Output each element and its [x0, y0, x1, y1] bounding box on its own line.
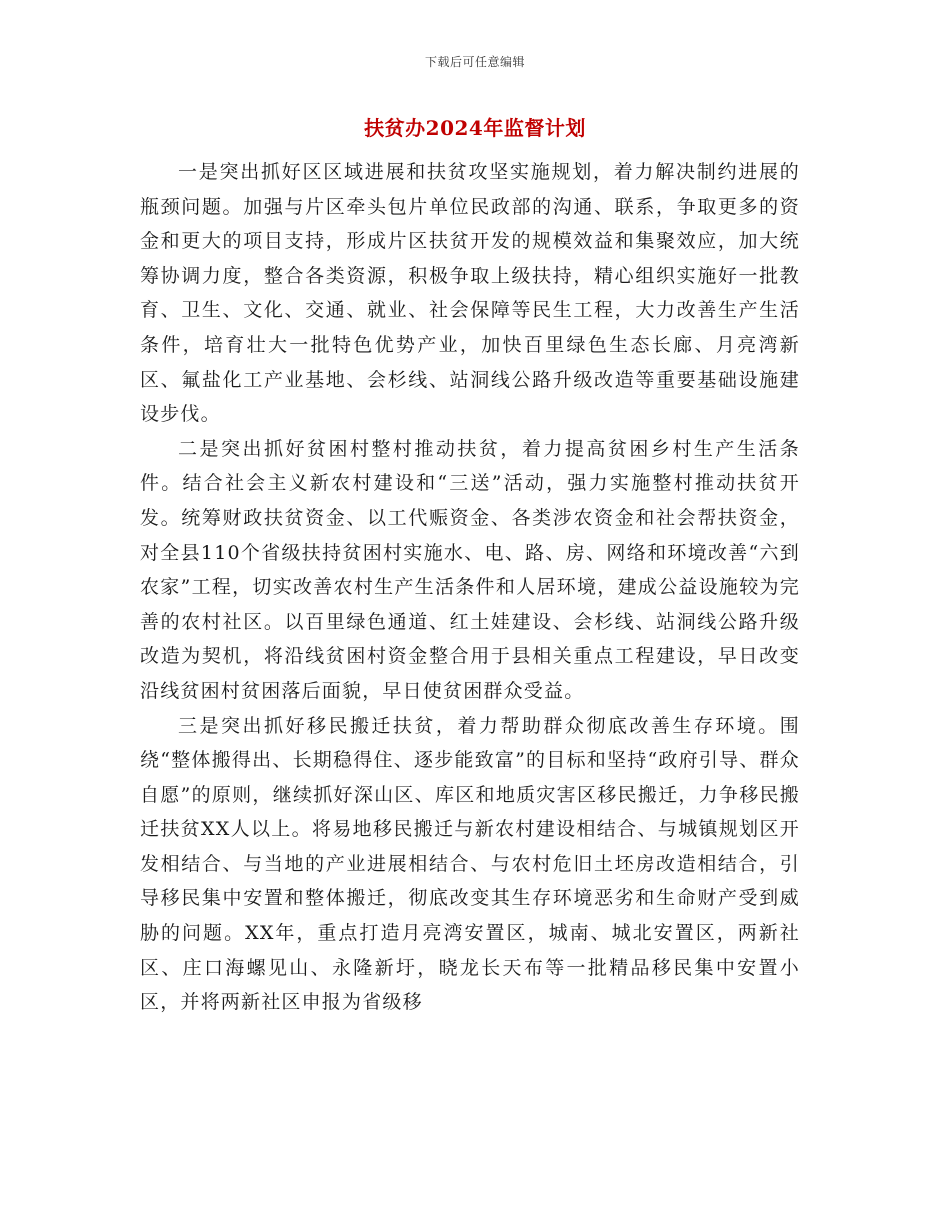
paragraph-2: 二是突出抓好贫困村整村推动扶贫，着力提高贫困乡村生产生活条件。结合社会主义新农村建设和“三送”活动，强力实施整村推动扶贫开发。统筹财政扶贫资金、以工代赈资金、各类涉农资金和社会帮扶资金，对全县110个省级扶持贫困村实施水、电、路、房、网络和环境改善“六到农家”工程，切实改善农村生产生活条件和人居环境，建成公益设施较为完善的农村社区。以百里绿色通道、红土娃建设、会杉线、站洞线公路升级改造为契机，将沿线贫困村资金整合用于县相关重点工程建设，早日改变沿线贫困村贫困落后面貌，早日使贫困群众受益。: [140, 437, 800, 702]
paragraph-1: 一是突出抓好区区域进展和扶贫攻坚实施规划，着力解决制约进展的瓶颈问题。加强与片区牵头包片单位民政部的沟通、联系，争取更多的资金和更大的项目支持，形成片区扶贫开发的规模效益和集聚效应，加大统筹协调力度，整合各类资源，积极争取上级扶持，精心组织实施好一批教育、卫生、文化、交通、就业、社会保障等民生工程，大力改善生产生活条件，培育壮大一批特色优势产业，加快百里绿色生态长廊、月亮湾新区、氟盐化工产业基地、会杉线、站洞线公路升级改造等重要基础设施建设步伐。: [140, 161, 800, 426]
document-body: [140, 155, 800, 1020]
paragraph-3: 三是突出抓好移民搬迁扶贫，着力帮助群众彻底改善生存环境。围绕“整体搬得出、长期稳得住、逐步能致富”的目标和坚持“政府引导、群众自愿”的原则，继续抓好深山区、库区和地质灾害区移民搬迁，力争移民搬迁扶贫XX人以上。将易地移民搬迁与新农村建设相结合、与城镇规划区开发相结合、与当地的产业进展相结合、与农村危旧土坯房改造相结合，引导移民集中安置和整体搬迁，彻底改变其生存环境恶劣和生命财产受到威胁的问题。XX年，重点打造月亮湾安置区，城南、城北安置区，两新社区、庄口海螺见山、永隆新圩，晓龙长天布等一批精品移民集中安置小区，并将两新社区申报为省级移: [140, 714, 800, 1014]
document-title: 扶贫办2024年监督计划: [364, 116, 586, 140]
header-note: 下载后可任意编辑: [424, 55, 525, 69]
